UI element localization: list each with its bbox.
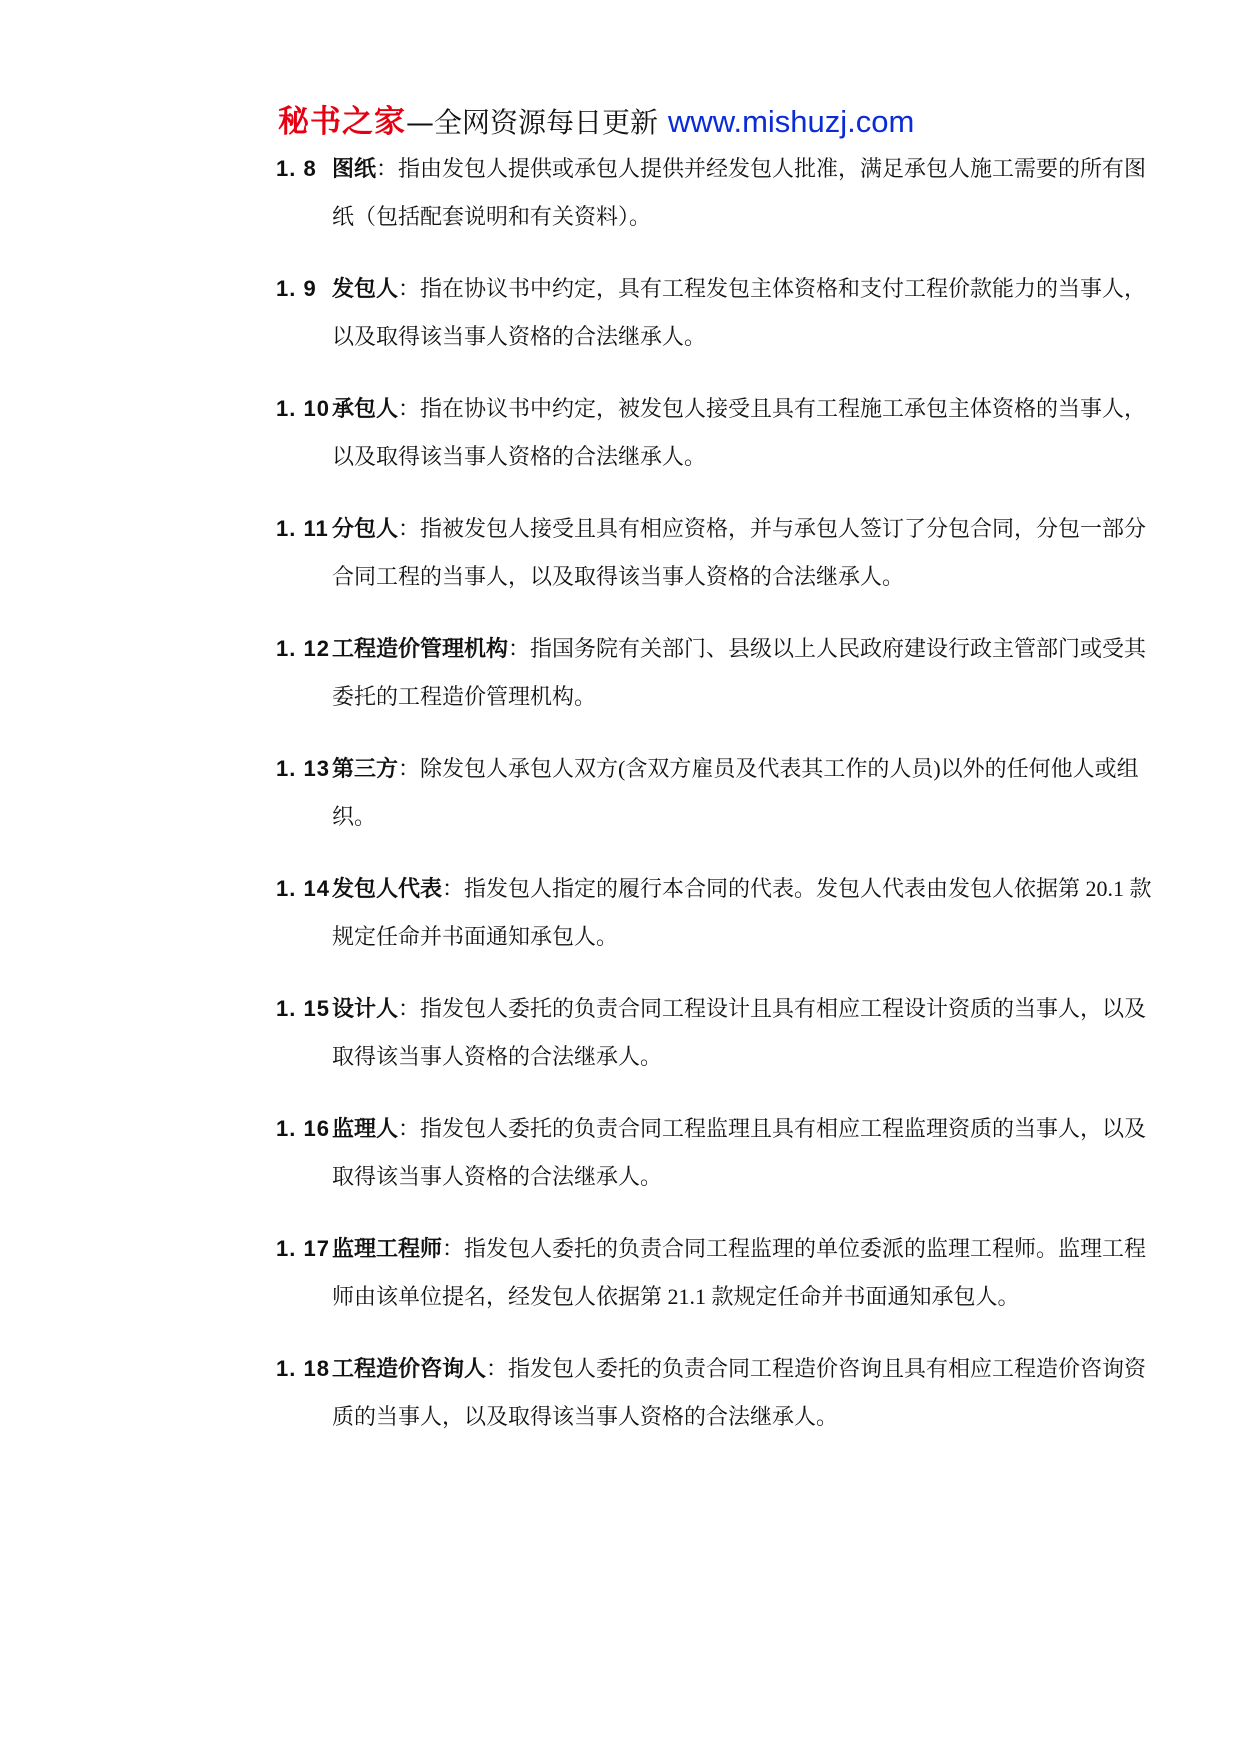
definition-text: 指在协议书中约定，具有工程发包主体资格和支付工程价款能力的当事人，以及取得该当事人资格的合法继承人。	[332, 276, 1147, 349]
definition-term: 图纸	[332, 156, 377, 181]
definition-item	[276, 1225, 1156, 1321]
definition-text: 指发包人委托的负责合同工程监理的单位委派的监理工程师。监理工程师由该单位提名，经发包人依据第 21.1 款规定任命并书面通知承包人。	[332, 1236, 1147, 1309]
definition-number: 1. 10	[276, 396, 330, 421]
definition-number: 1. 12	[276, 636, 330, 661]
definition-colon: ：	[398, 396, 421, 421]
definition-number: 1. 17	[276, 1236, 330, 1261]
definition-number: 1. 11	[276, 516, 329, 541]
definition-text: 指发包人委托的负责合同工程设计且具有相应工程设计资质的当事人，以及取得该当事人资格的合法继承人。	[332, 996, 1147, 1069]
definition-term: 设计人	[332, 996, 399, 1021]
definition-body	[332, 145, 1156, 241]
definition-term: 监理人	[332, 1116, 399, 1141]
definition-colon: ：	[508, 636, 531, 661]
definition-colon: ：	[398, 276, 421, 301]
definition-body	[332, 1345, 1156, 1441]
definition-item	[276, 1345, 1156, 1441]
definition-colon: ：	[442, 876, 465, 901]
definition-body	[332, 625, 1156, 721]
definition-number: 1. 13	[276, 756, 330, 781]
definition-text: 指被发包人接受且具有相应资格，并与承包人签订了分包合同，分包一部分合同工程的当事人，以及取得该当事人资格的合法继承人。	[332, 516, 1147, 589]
definition-body	[332, 265, 1156, 361]
definition-body	[332, 385, 1156, 481]
definition-term: 第三方	[332, 756, 399, 781]
banner-url[interactable]: www.mishuzj.com	[668, 104, 915, 139]
definition-body	[332, 505, 1156, 601]
definition-term: 监理工程师	[332, 1236, 443, 1261]
definition-body	[332, 865, 1156, 961]
definition-term: 工程造价管理机构	[332, 636, 509, 661]
definition-number: 1. 16	[276, 1116, 330, 1141]
definition-number: 1. 14	[276, 876, 330, 901]
definition-term: 承包人	[332, 396, 399, 421]
definition-item	[276, 865, 1156, 961]
definition-colon: ：	[442, 1236, 465, 1261]
definition-colon: ：	[398, 756, 421, 781]
definition-text: 指发包人委托的负责合同工程监理且具有相应工程监理资质的当事人，以及取得该当事人资格的合法继承人。	[332, 1116, 1147, 1189]
definition-colon: ：	[376, 156, 399, 181]
definition-term: 分包人	[332, 516, 399, 541]
definition-number: 1. 18	[276, 1356, 330, 1381]
definitions-list	[276, 145, 1156, 1441]
banner-slogan: —全网资源每日更新	[406, 106, 659, 139]
definition-body	[332, 1225, 1156, 1321]
definition-text: 指发包人委托的负责合同工程造价咨询且具有相应工程造价咨询资质的当事人，以及取得该当事人资格的合法继承人。	[332, 1356, 1147, 1429]
definition-colon: ：	[398, 1116, 421, 1141]
definition-body	[332, 745, 1156, 841]
definition-number: 1. 8	[276, 156, 317, 181]
definition-term: 发包人代表	[332, 876, 443, 901]
definition-item	[276, 505, 1156, 601]
definition-number: 1. 9	[276, 276, 317, 301]
definition-item	[276, 265, 1156, 361]
definition-term: 发包人	[332, 276, 399, 301]
definition-text: 除发包人承包人双方(含双方雇员及代表其工作的人员)以外的任何他人或组织。	[332, 756, 1139, 829]
definition-text: 指由发包人提供或承包人提供并经发包人批准，满足承包人施工需要的所有图纸（包括配套说明和有关资料）。	[332, 156, 1147, 229]
definition-text: 指发包人指定的履行本合同的代表。发包人代表由发包人依据第 20.1 款规定任命并书面通知承包人。	[332, 876, 1152, 949]
definition-item	[276, 745, 1156, 841]
definition-item	[276, 625, 1156, 721]
site-banner	[278, 100, 914, 144]
definition-body	[332, 1105, 1156, 1201]
banner-brand: 秘书之家	[278, 104, 406, 140]
definition-body	[332, 985, 1156, 1081]
definition-item	[276, 385, 1156, 481]
definition-text: 指在协议书中约定，被发包人接受且具有工程施工承包主体资格的当事人，以及取得该当事人资格的合法继承人。	[332, 396, 1147, 469]
definition-item	[276, 985, 1156, 1081]
definition-colon: ：	[398, 516, 421, 541]
definition-number: 1. 15	[276, 996, 330, 1021]
definition-text: 指国务院有关部门、县级以上人民政府建设行政主管部门或受其委托的工程造价管理机构。	[332, 636, 1147, 709]
definition-colon: ：	[486, 1356, 509, 1381]
definition-term: 工程造价咨询人	[332, 1356, 487, 1381]
definition-item	[276, 145, 1156, 241]
definition-colon: ：	[398, 996, 421, 1021]
definition-item	[276, 1105, 1156, 1201]
